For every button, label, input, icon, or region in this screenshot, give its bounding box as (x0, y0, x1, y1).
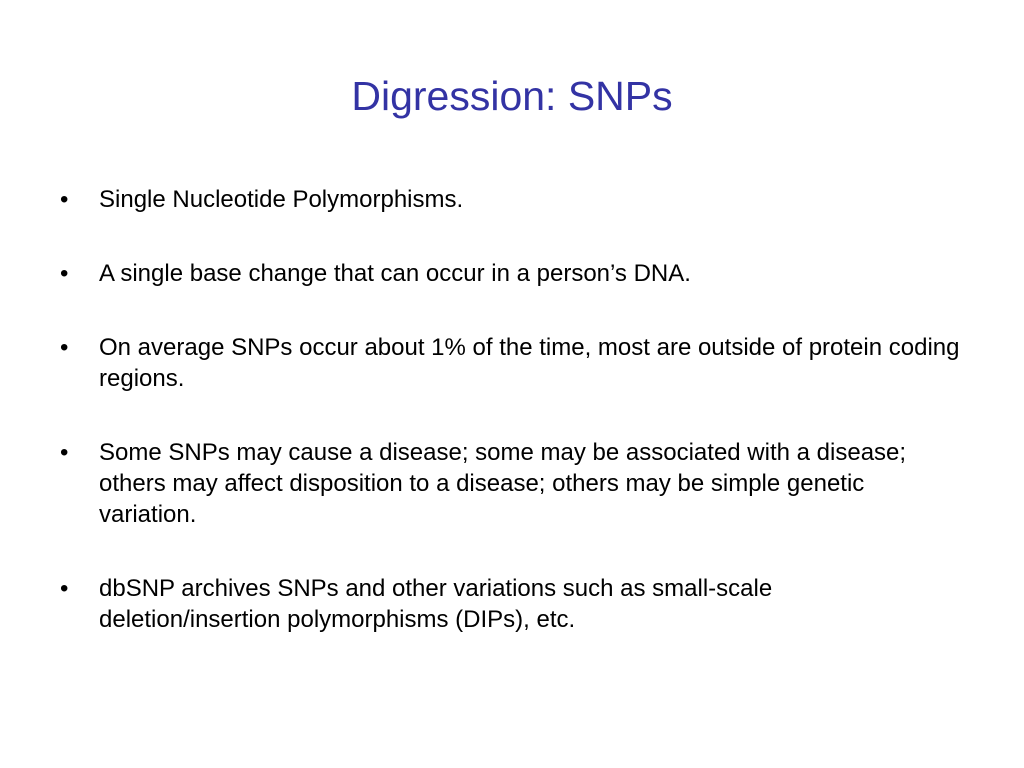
bullet-icon: • (60, 575, 69, 602)
slide-title: Digression: SNPs (351, 73, 673, 119)
bullet-text: Single Nucleotide Polymorphisms. (99, 186, 464, 213)
list-item (60, 184, 960, 215)
bullet-text: On average SNPs occur about 1% of the time, most are outside of protein coding regions. (99, 334, 960, 392)
bullet-icon: • (60, 439, 69, 466)
bullet-text: A single base change that can occur in a person’s DNA. (99, 260, 691, 287)
bullet-icon: • (60, 186, 69, 213)
list-item (60, 573, 960, 635)
bullet-text: dbSNP archives SNPs and other variations such as small-scale deletion/insertion polymorphisms (DIPs), etc. (99, 575, 773, 633)
list-item (60, 437, 960, 530)
bullet-text: Some SNPs may cause a disease; some may be associated with a disease; others may affect disposition to a disease; others may be simple genetic variation. (99, 439, 907, 528)
list-item (60, 332, 960, 394)
list-item (60, 258, 960, 289)
bullet-list (60, 184, 960, 678)
bullet-icon: • (60, 260, 69, 287)
bullet-icon: • (60, 334, 69, 361)
